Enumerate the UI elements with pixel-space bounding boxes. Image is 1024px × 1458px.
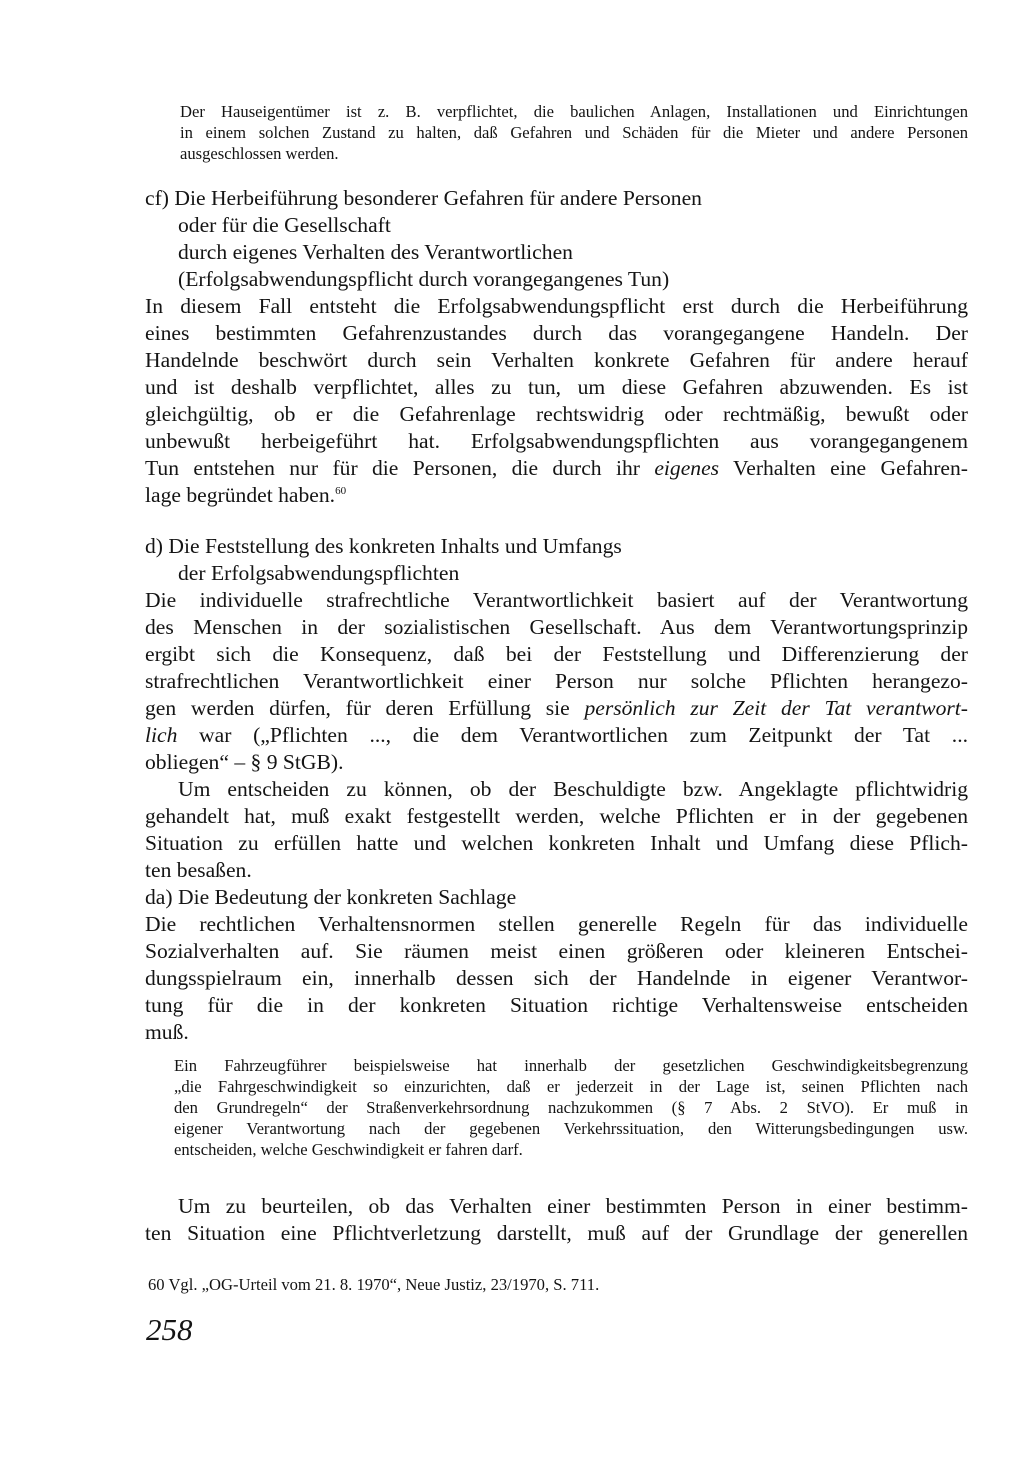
- text-line: [145, 455, 968, 482]
- text-run: war („Pflichten ..., die dem Verantwortlichen zum Zeitpunkt der Tat ...: [177, 723, 968, 747]
- example-line: ausgeschlossen werden.: [180, 144, 339, 163]
- text-line: Handelnde beschwört durch sein Verhalten konkrete Gefahren für andere herauf: [145, 348, 968, 372]
- footnote-reference: 60: [335, 485, 347, 497]
- example-line: entscheiden, welche Geschwindigkeit er fahren darf.: [174, 1140, 523, 1159]
- text-run: Verhalten eine Gefahren-: [719, 456, 968, 480]
- text-line: Sozialverhalten auf. Sie räumen meist einen größeren oder kleineren Entschei-: [145, 939, 968, 963]
- text-line: muß.: [145, 1020, 189, 1044]
- heading-line: der Erfolgsabwendungspflichten: [178, 561, 460, 585]
- text-line: des Menschen in der sozialistischen Gesellschaft. Aus dem Verantwortungsprinzip: [145, 615, 968, 639]
- example-line: „die Fahrgeschwindigkeit so einzurichten, daß er jederzeit in der Lage ist, seinen Pflichten nach: [174, 1077, 968, 1096]
- text-line: ten besaßen.: [145, 858, 252, 882]
- text-run: gen werden dürfen, für deren Erfüllung sie: [145, 696, 585, 720]
- paragraph-d2: [145, 776, 968, 884]
- paragraph-d: [145, 587, 968, 776]
- text-line: eines bestimmten Gefahrenzustandes durch das vorangegangene Handeln. Der: [145, 321, 968, 345]
- heading-da: [145, 884, 968, 911]
- emphasis: eigenes: [654, 456, 720, 480]
- text-line: Situation zu erfüllen hatte und welchen konkreten Inhalt und Umfang diese Pflich-: [145, 831, 968, 855]
- example-line: Ein Fahrzeugführer beispielsweise hat innerhalb der gesetzlichen Geschwindigkeitsbegrenzung: [174, 1056, 968, 1075]
- text-line: Die rechtlichen Verhaltensnormen stellen generelle Regeln für das individuelle: [145, 912, 968, 936]
- text-line: gleichgültig, ob er die Gefahrenlage rechtswidrig oder rechtmäßig, bewußt oder: [145, 402, 968, 426]
- text-line: Um zu beurteilen, ob das Verhalten einer bestimmten Person in einer bestimm-: [178, 1194, 968, 1218]
- text-line: [145, 482, 968, 509]
- page-number: 258: [146, 1312, 193, 1347]
- heading-line: durch eigenes Verhalten des Verantwortlichen: [178, 240, 573, 264]
- example-line: in einem solchen Zustand zu halten, daß Gefahren und Schäden für die Mieter und andere Personen: [180, 123, 968, 142]
- heading-line: oder für die Gesellschaft: [178, 213, 391, 237]
- heading-line: d) Die Feststellung des konkreten Inhalts und Umfangs: [145, 534, 622, 558]
- example-line: Der Hauseigentümer ist z. B. verpflichtet, die baulichen Anlagen, Installationen und Einrichtungen: [180, 102, 968, 121]
- text-line: unbewußt herbeigeführt hat. Erfolgsabwendungspflichten aus vorangegangenem: [145, 429, 968, 453]
- example-block-driver: [174, 1055, 968, 1160]
- footnote-text: 60 Vgl. „OG-Urteil vom 21. 8. 1970“, Neue Justiz, 23/1970, S. 711.: [148, 1275, 600, 1294]
- text-line: obliegen“ – § 9 StGB).: [145, 750, 344, 774]
- paragraph-cf: [145, 293, 968, 509]
- example-line: den Grundregeln“ der Straßenverkehrsordnung nachzukommen (§ 7 Abs. 2 StVO). Er muß in: [174, 1098, 968, 1117]
- text-line: ten Situation eine Pflichtverletzung darstellt, muß auf der Grundlage der generellen: [145, 1221, 968, 1245]
- example-block-homeowner: [180, 101, 968, 164]
- text-line: Um entscheiden zu können, ob der Beschuldigte bzw. Angeklagte pflichtwidrig: [178, 777, 968, 801]
- text-line: dungsspielraum ein, innerhalb dessen sich der Handelnde in eigener Verantwor-: [145, 966, 968, 990]
- heading-line: cf) Die Herbeiführung besonderer Gefahren für andere Personen: [145, 186, 702, 210]
- text-line: [145, 722, 968, 749]
- text-line: strafrechtlichen Verantwortlichkeit einer Person nur solche Pflichten herangezo-: [145, 669, 968, 693]
- text-line: [145, 695, 968, 722]
- heading-cf: [145, 185, 968, 293]
- emphasis: persönlich zur Zeit der Tat verantwort-: [584, 696, 968, 720]
- heading-d: [145, 533, 968, 587]
- text-line: ergibt sich die Konsequenz, daß bei der Feststellung und Differenzierung der: [145, 642, 968, 666]
- paragraph-da: [145, 911, 968, 1046]
- text-run: Tun entstehen nur für die Personen, die durch ihr: [145, 456, 655, 480]
- heading-line: da) Die Bedeutung der konkreten Sachlage: [145, 885, 517, 909]
- text-line: und ist deshalb verpflichtet, alles zu tun, um diese Gefahren abzuwenden. Es ist: [145, 375, 968, 399]
- text-line: In diesem Fall entsteht die Erfolgsabwendungspflicht erst durch die Herbeiführung: [145, 294, 968, 318]
- heading-line: (Erfolgsabwendungspflicht durch vorangegangenes Tun): [178, 267, 670, 291]
- text-run: lage begründet haben.: [145, 483, 336, 507]
- example-line: eigener Verantwortung nach der gegebenen Verkehrssituation, den Witterungsbedingungen usw.: [174, 1119, 968, 1138]
- paragraph-final: [145, 1193, 968, 1247]
- text-line: Die individuelle strafrechtliche Verantwortlichkeit basiert auf der Verantwortung: [145, 588, 968, 612]
- emphasis: lich: [145, 723, 178, 747]
- text-line: gehandelt hat, muß exakt festgestellt werden, welche Pflichten er in der gegebenen: [145, 804, 968, 828]
- text-line: tung für die in der konkreten Situation richtige Verhaltensweise entscheiden: [145, 993, 968, 1017]
- footnote: [148, 1274, 908, 1295]
